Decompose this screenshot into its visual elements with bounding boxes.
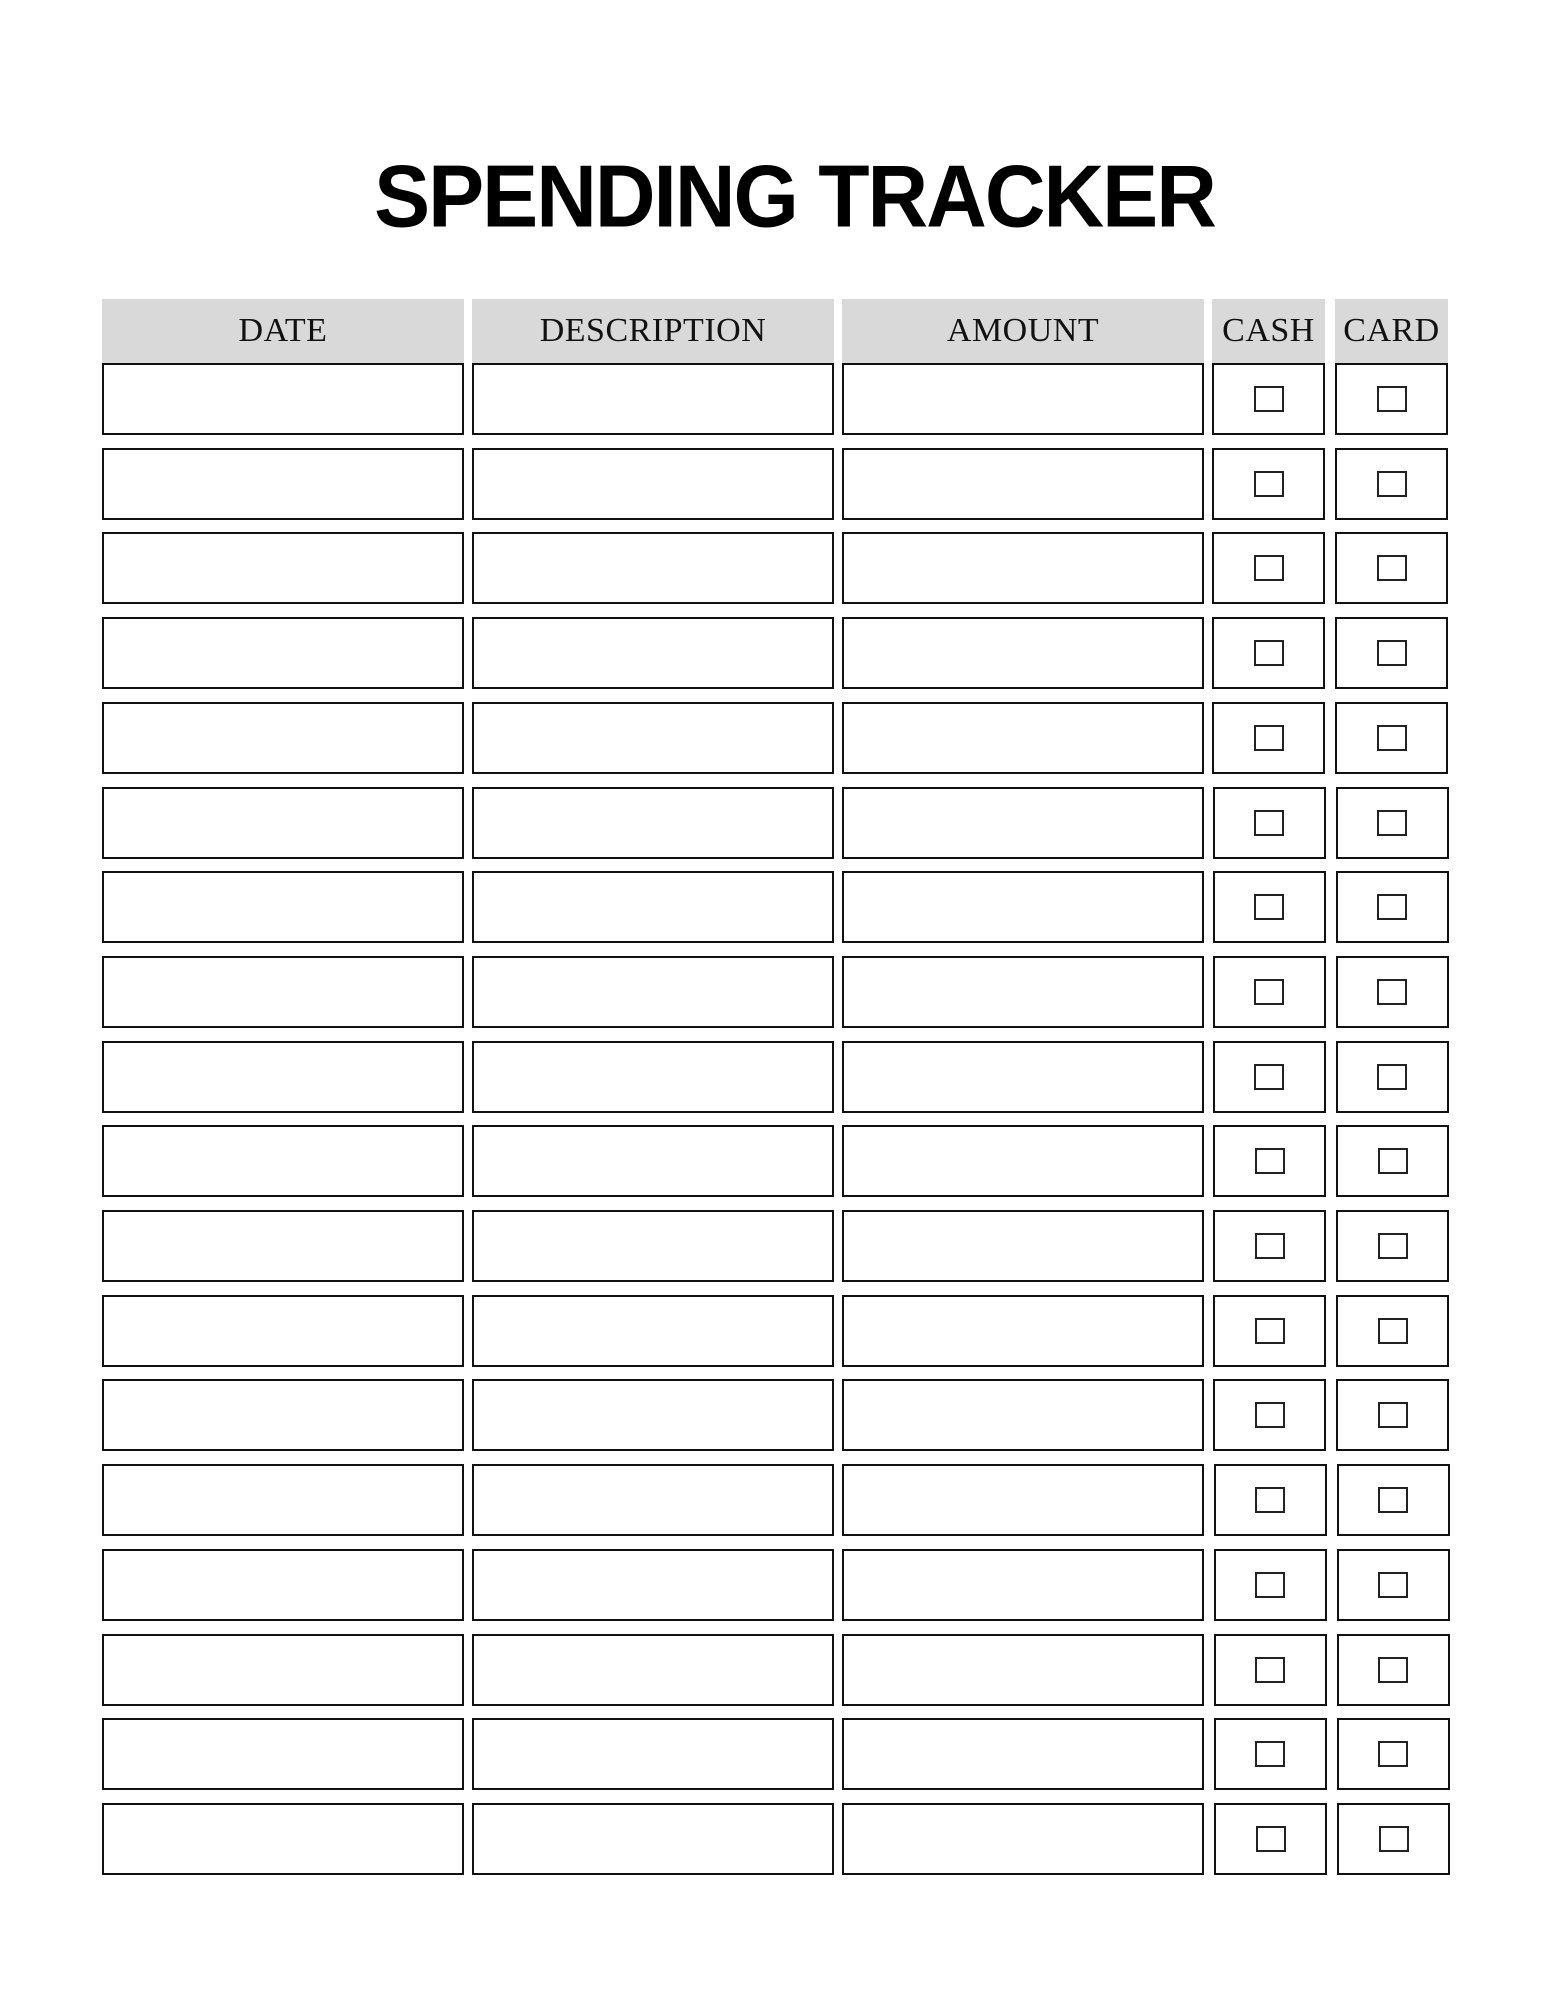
card-cell [1337, 1464, 1450, 1536]
date-cell[interactable] [102, 1379, 464, 1451]
header-description: DESCRIPTION [472, 299, 834, 363]
cash-checkbox[interactable] [1255, 1233, 1285, 1259]
card-checkbox[interactable] [1377, 1064, 1407, 1090]
cash-checkbox[interactable] [1254, 894, 1284, 920]
amount-cell[interactable] [842, 1549, 1204, 1621]
cash-checkbox[interactable] [1254, 725, 1284, 751]
description-cell[interactable] [472, 1041, 834, 1113]
card-cell [1335, 702, 1448, 774]
cash-checkbox[interactable] [1254, 640, 1284, 666]
amount-cell[interactable] [842, 1464, 1204, 1536]
table-row [102, 1803, 1448, 1875]
date-cell[interactable] [102, 532, 464, 604]
card-checkbox[interactable] [1378, 1657, 1408, 1683]
cash-cell [1212, 617, 1325, 689]
cash-checkbox[interactable] [1254, 386, 1284, 412]
table-row [102, 787, 1448, 859]
description-cell[interactable] [472, 532, 834, 604]
card-checkbox[interactable] [1377, 894, 1407, 920]
amount-cell[interactable] [842, 617, 1204, 689]
cash-checkbox[interactable] [1255, 1487, 1285, 1513]
description-cell[interactable] [472, 702, 834, 774]
date-cell[interactable] [102, 1295, 464, 1367]
cash-checkbox[interactable] [1254, 555, 1284, 581]
amount-cell[interactable] [842, 956, 1204, 1028]
amount-cell[interactable] [842, 532, 1204, 604]
amount-cell[interactable] [842, 448, 1204, 520]
card-checkbox[interactable] [1378, 1148, 1408, 1174]
date-cell[interactable] [102, 617, 464, 689]
amount-cell[interactable] [842, 702, 1204, 774]
card-cell [1336, 1295, 1449, 1367]
cash-cell [1213, 1379, 1326, 1451]
card-checkbox[interactable] [1377, 471, 1407, 497]
table-row [102, 956, 1448, 1028]
card-cell [1337, 1549, 1450, 1621]
description-cell[interactable] [472, 1718, 834, 1790]
description-cell[interactable] [472, 1125, 834, 1197]
table-row [102, 1041, 1448, 1113]
card-cell [1336, 871, 1449, 943]
cash-checkbox[interactable] [1254, 979, 1284, 1005]
description-cell[interactable] [472, 1295, 834, 1367]
date-cell[interactable] [102, 1210, 464, 1282]
card-checkbox[interactable] [1378, 1572, 1408, 1598]
header-amount: AMOUNT [842, 299, 1204, 363]
date-cell[interactable] [102, 1549, 464, 1621]
amount-cell[interactable] [842, 1718, 1204, 1790]
card-cell [1335, 363, 1448, 435]
cash-cell [1213, 1210, 1326, 1282]
card-cell [1337, 1718, 1450, 1790]
date-cell[interactable] [102, 363, 464, 435]
table-row [102, 1549, 1448, 1621]
description-cell[interactable] [472, 1379, 834, 1451]
cash-checkbox[interactable] [1255, 1572, 1285, 1598]
card-checkbox[interactable] [1377, 979, 1407, 1005]
page-title: SPENDING TRACKER [374, 146, 1215, 246]
cash-checkbox[interactable] [1254, 1064, 1284, 1090]
card-cell [1335, 617, 1448, 689]
card-cell [1336, 1041, 1449, 1113]
description-cell[interactable] [472, 1634, 834, 1706]
description-cell[interactable] [472, 363, 834, 435]
cash-cell [1212, 702, 1325, 774]
cash-checkbox[interactable] [1256, 1826, 1286, 1852]
card-checkbox[interactable] [1377, 386, 1407, 412]
card-cell [1336, 1125, 1449, 1197]
amount-cell[interactable] [842, 1210, 1204, 1282]
cash-cell [1213, 1125, 1326, 1197]
date-cell[interactable] [102, 1718, 464, 1790]
date-cell[interactable] [102, 1634, 464, 1706]
amount-cell[interactable] [842, 1295, 1204, 1367]
table-row [102, 617, 1448, 689]
date-cell[interactable] [102, 1041, 464, 1113]
table-row [102, 702, 1448, 774]
amount-cell[interactable] [842, 871, 1204, 943]
description-cell[interactable] [472, 617, 834, 689]
card-checkbox[interactable] [1377, 725, 1407, 751]
date-cell[interactable] [102, 871, 464, 943]
header-date: DATE [102, 299, 464, 363]
cash-cell [1213, 1295, 1326, 1367]
table-row [102, 1210, 1448, 1282]
date-cell[interactable] [102, 956, 464, 1028]
amount-cell[interactable] [842, 1803, 1204, 1875]
cash-cell [1213, 871, 1326, 943]
card-cell [1337, 1634, 1450, 1706]
date-cell[interactable] [102, 702, 464, 774]
cash-checkbox[interactable] [1255, 1657, 1285, 1683]
amount-cell[interactable] [842, 1041, 1204, 1113]
description-cell[interactable] [472, 787, 834, 859]
description-cell[interactable] [472, 1210, 834, 1282]
card-cell [1335, 448, 1448, 520]
cash-cell [1212, 448, 1325, 520]
date-cell[interactable] [102, 787, 464, 859]
date-cell[interactable] [102, 1464, 464, 1536]
cash-checkbox[interactable] [1255, 1318, 1285, 1344]
cash-cell [1213, 1041, 1326, 1113]
card-checkbox[interactable] [1378, 1233, 1408, 1259]
amount-cell[interactable] [842, 1634, 1204, 1706]
amount-cell[interactable] [842, 787, 1204, 859]
description-cell[interactable] [472, 1803, 834, 1875]
cash-cell [1214, 1549, 1327, 1621]
card-checkbox[interactable] [1378, 1487, 1408, 1513]
table-row [102, 363, 1448, 435]
date-cell[interactable] [102, 448, 464, 520]
card-checkbox[interactable] [1378, 1318, 1408, 1344]
amount-cell[interactable] [842, 1125, 1204, 1197]
card-checkbox[interactable] [1377, 810, 1407, 836]
cash-cell [1212, 532, 1325, 604]
cash-cell [1212, 363, 1325, 435]
table-row [102, 1718, 1448, 1790]
cash-cell [1214, 1718, 1327, 1790]
description-cell[interactable] [472, 871, 834, 943]
table-row [102, 1464, 1448, 1536]
table-row [102, 1379, 1448, 1451]
card-checkbox[interactable] [1378, 1741, 1408, 1767]
table-row [102, 1634, 1448, 1706]
description-cell[interactable] [472, 956, 834, 1028]
cash-cell [1213, 787, 1326, 859]
cash-cell [1213, 956, 1326, 1028]
cash-checkbox[interactable] [1254, 810, 1284, 836]
card-cell [1335, 532, 1448, 604]
cash-checkbox[interactable] [1255, 1402, 1285, 1428]
card-cell [1337, 1803, 1450, 1875]
card-cell [1336, 1379, 1449, 1451]
date-cell[interactable] [102, 1803, 464, 1875]
table-row [102, 532, 1448, 604]
cash-checkbox[interactable] [1254, 471, 1284, 497]
card-checkbox[interactable] [1377, 640, 1407, 666]
table-row [102, 1295, 1448, 1367]
cash-cell [1214, 1803, 1327, 1875]
table-row [102, 1125, 1448, 1197]
card-checkbox[interactable] [1377, 555, 1407, 581]
card-cell [1336, 1210, 1449, 1282]
cash-checkbox[interactable] [1255, 1148, 1285, 1174]
card-checkbox[interactable] [1378, 1402, 1408, 1428]
cash-cell [1214, 1634, 1327, 1706]
card-checkbox[interactable] [1379, 1826, 1409, 1852]
table-row [102, 448, 1448, 520]
description-cell[interactable] [472, 1464, 834, 1536]
cash-checkbox[interactable] [1255, 1741, 1285, 1767]
card-cell [1336, 956, 1449, 1028]
cash-cell [1214, 1464, 1327, 1536]
header-card: CARD [1335, 299, 1448, 363]
description-cell[interactable] [472, 448, 834, 520]
description-cell[interactable] [472, 1549, 834, 1621]
amount-cell[interactable] [842, 363, 1204, 435]
card-cell [1336, 787, 1449, 859]
amount-cell[interactable] [842, 1379, 1204, 1451]
date-cell[interactable] [102, 1125, 464, 1197]
header-cash: CASH [1212, 299, 1325, 363]
table-row [102, 871, 1448, 943]
